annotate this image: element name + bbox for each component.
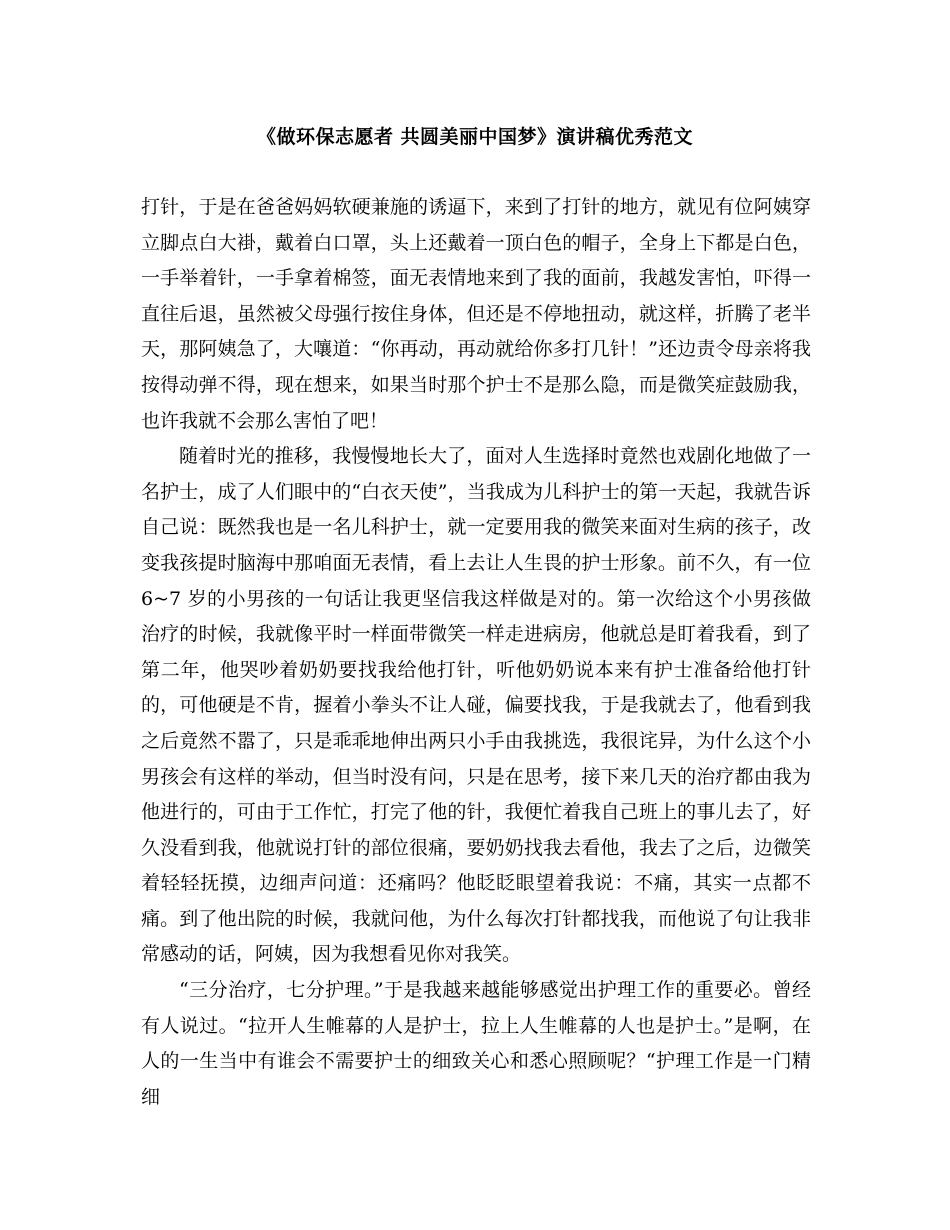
paragraph: 打针，于是在爸爸妈妈软硬兼施的诱逼下，来到了打针的地方，就见有位阿姨穿立脚点白大褂，戴着白口罩，头上还戴着一顶白色的帽子，全身上下都是白色，一手举着针，一手拿着棉签，面无表情地来到了我的面前，我越发害怕，吓得一直往后退，虽然被父母强行按住身体，但还是不停地扭动，就这样，折腾了老半天，那阿姨急了，大嚷道：“你再动，再动就给你多打几针！”还边责令母亲将我按得动弹不得，现在想来，如果当时那个护士不是那么隐，而是微笑症鼓励我，也许我就不会那么害怕了吧！ [141, 196, 811, 432]
document-title: 《做环保志愿者 共圆美丽中国梦》演讲稿优秀范文 [256, 126, 694, 148]
paragraph: “三分治疗，七分护理。”于是我越来越能够感觉出护理工作的重要必。曾经有人说过。“拉开人生帷幕的人是护士，拉上人生帷幕的人也是护士。”是啊，在人的一生当中有谁会不需要护士的细致关心和悉心照顾呢？“护理工作是一门精细 [141, 979, 811, 1108]
document-body [141, 190, 811, 1115]
paragraph: 随着时光的推移，我慢慢地长大了，面对人生选择时竟然也戏剧化地做了一名护士，成了人们眼中的“白衣天使”，当我成为儿科护士的第一天起，我就告诉自己说：既然我也是一名儿科护士，就一定要用我的微笑来面对生病的孩子，改变我孩提时脑海中那咱面无表情，看上去让人生畏的护士形象。前不久，有一位 6~7 岁的小男孩的一句话让我更坚信我这样做是对的。第一次给这个小男孩做治疗的时候，我就像平时一样面带微笑一样走进病房，他就总是盯着我看，到了第二年，他哭吵着奶奶要找我给他打针，听他奶奶说本来有护士准备给他打针的，可他硬是不肯，握着小拳头不让人碰，偏要找我，于是我就去了，他看到我之后竟然不嚣了，只是乖乖地伸出两只小手由我挑选，我很诧异，为什么这个小男孩会有这样的举动，但当时没有问，只是在思考，接下来几天的治疗都由我为他进行的，可由于工作忙，打完了他的针，我便忙着我自己班上的事儿去了，好久没看到我，他就说打针的部位很痛，要奶奶找我去看他，我去了之后，边微笑着轻轻抚摸，边细声问道：还痛吗？他眨眨眼望着我说：不痛，其实一点都不痛。到了他出院的时候，我就问他，为什么每次打针都找我，而他说了句让我非常感动的话，阿姨，因为我想看见你对我笑。 [141, 445, 811, 966]
